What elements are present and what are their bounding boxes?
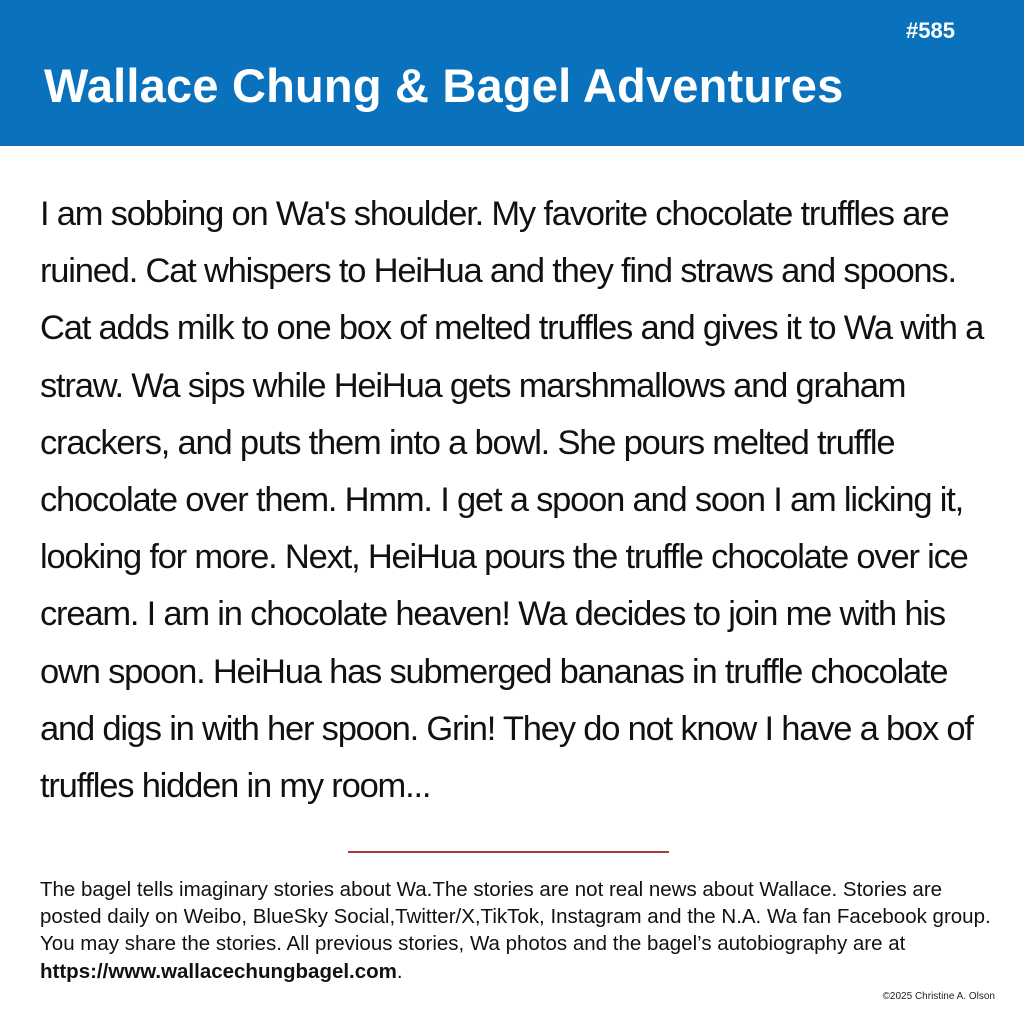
divider-line bbox=[348, 851, 669, 853]
copyright-notice: ©2025 Christine A. Olson bbox=[882, 991, 995, 1002]
story-text: I am sobbing on Wa's shoulder. My favorite chocolate truffles are ruined. Cat whispers to HeiHua and they find straws and spoons. Cat adds milk to one box of melted truffles and gives it to Wa with a straw. Wa sips while HeiHua gets marshmallows and graham crackers, and puts them into a bowl. She pours melted truffle chocolate over them. Hmm. I get a spoon and soon I am licking it, looking for more. Next, HeiHua pours the truffle chocolate over ice cream. I am in chocolate heaven! Wa decides to join me with his own spoon. HeiHua has submerged bananas in truffle chocolate and digs in with her spoon. Grin! They do not know I have a box of truffles hidden in my room... bbox=[40, 195, 984, 806]
website-url[interactable]: https://www.wallacechungbagel.com bbox=[40, 959, 397, 983]
page-title: Wallace Chung & Bagel Adventures bbox=[44, 59, 844, 112]
episode-number: #585 bbox=[906, 18, 955, 43]
footer-note-text: The bagel tells imaginary stories about Wa.The stories are not real news about Wallace. Stories are posted daily on Weibo, BlueSky Social,Twitter/X,TikTok, Instagram and the N.A. Wa fan Facebook group. You may share the stories. All previous stories, Wa photos and the bagel’s autobiography are at bbox=[40, 878, 991, 956]
footer-note bbox=[40, 876, 1000, 985]
footer-note-suffix: . bbox=[396, 959, 403, 983]
header-banner bbox=[0, 0, 1024, 146]
